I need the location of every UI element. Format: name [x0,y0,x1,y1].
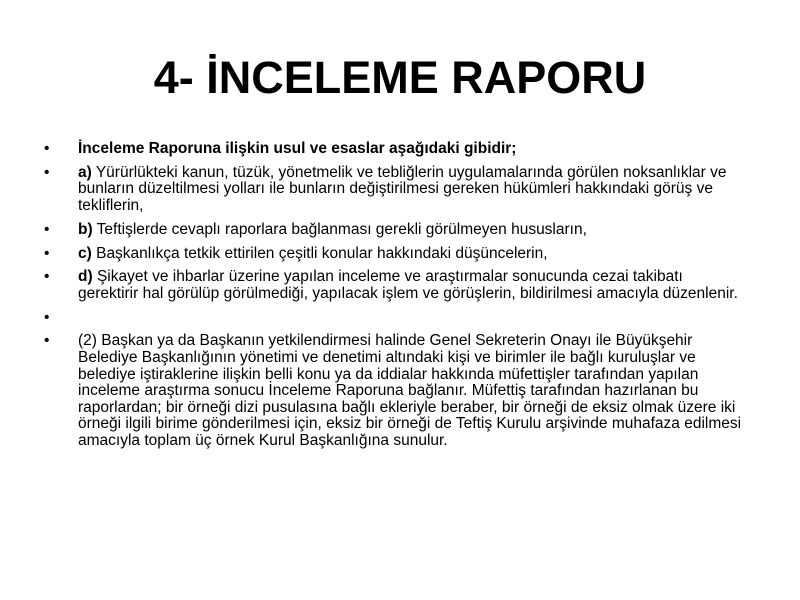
bullet-text: Teftişlerde cevaplı raporlara bağlanması gerekli görülmeyen hususların, [92,220,587,238]
bullet-item-intro [40,141,745,158]
bullet-icon: • [44,220,50,238]
bullet-icon: • [44,244,50,262]
bullet-icon: • [44,163,50,181]
bullet-text: Başkanlıkça tetkik ettirilen çeşitli konular hakkındaki düşüncelerin, [91,244,548,262]
bullet-item-c [40,246,745,263]
bullet-prefix: c) [78,244,92,262]
bullet-item-empty [40,310,745,327]
bullet-icon: • [44,140,50,157]
bullet-prefix: b) [78,220,93,238]
slide-title: 4- İNCELEME RAPORU [153,52,647,103]
bullet-list [40,141,745,457]
bullet-icon: • [44,332,50,350]
bullet-icon: • [44,308,50,326]
bullet-prefix: d) [78,268,93,286]
bullet-item-a [40,165,745,215]
bullet-text: (2) Başkan ya da Başkanın yetkilendirmesi halinde Genel Sekreterin Onayı ile Büyükşehir Belediye Başkanlığının yönetimi ve denetimi altındaki kişi ve birimler ile bağlı kuruluşlar ve belediye iştiraklerine ilişkin belli konu ya da iddialar hakkında müfettişler tarafından yapılan inceleme araştırma sonucu İnceleme Raporuna bağlanır. Müfettiş tarafından hazırlanan bu raporlardan; bir örneği dizi pusulasına bağlı ekleriyle beraber, bir örneği de eksiz olmak üzere iki örneği ilgili birime gönderilmesi için, eksiz bir örneği de Teftiş Kurulu arşivinde muhafaza edilmesi amacıyla toplam üç örnek Kurul Başkanlığına sunulur. [78,332,742,450]
bullet-prefix: a) [78,163,92,181]
bullet-text: Şikayet ve ihbarlar üzerine yapılan inceleme ve araştırmalar sonucunda cezai takibatı gerektirir hal görülüp görülmediği, yapılacak işlem ve görüşlerin, bildirilmesi amacıyla düzenlenir. [78,268,738,302]
bullet-item-b [40,222,745,239]
bullet-item-d [40,269,745,302]
bullet-text: Yürürlükteki kanun, tüzük, yönetmelik ve tebliğlerin uygulamalarında görülen noksanlıklar ve bunların düzeltilmesi yolları ile bunların değiştirilmesi gereken hükümleri hakkındaki görüş ve tekliflerin, [78,163,727,214]
bullet-item-paragraph-2 [40,333,745,449]
bullet-text: İnceleme Raporuna ilişkin usul ve esaslar aşağıdaki gibidir; [78,140,517,157]
bullet-icon: • [44,268,50,286]
